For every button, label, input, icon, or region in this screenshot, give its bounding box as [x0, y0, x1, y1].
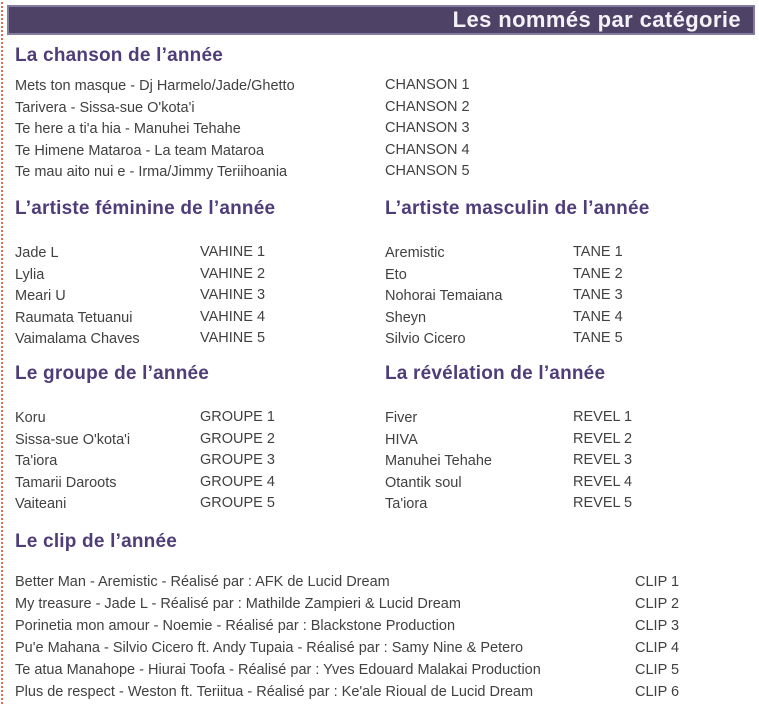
nominee-code: REVEL 4: [573, 473, 633, 490]
nominee-code: CLIP 2: [635, 596, 680, 612]
nominee-name: Tamarii Daroots: [15, 474, 117, 491]
nominee-name: Koru: [15, 410, 46, 426]
nominee-name: Sissa-sue O'kota'i: [15, 431, 131, 448]
nominee-name: Meari U: [15, 288, 66, 304]
nominee-code: CHANSON 2: [385, 98, 470, 115]
nominee-name: Better Man - Aremistic - Réalisé par : AFK de Lucid Dream: [15, 574, 390, 590]
nominee-code: TANE 4: [573, 308, 623, 325]
artiste-feminine-list: [15, 242, 377, 350]
nominee-row: [15, 493, 377, 515]
nominee-name: Vaimalama Chaves: [15, 331, 140, 347]
nominee-row: [15, 75, 745, 97]
nominee-code: CLIP 3: [635, 618, 680, 634]
nominee-code: REVEL 3: [573, 452, 633, 468]
header-bar: [7, 5, 755, 35]
nominee-code: GROUPE 2: [200, 430, 275, 447]
nominee-row: [15, 659, 750, 681]
nominee-name: Te here a ti'a hia - Manuhei Tehahe: [15, 121, 241, 137]
nominee-row: [15, 593, 750, 615]
nominee-row: [385, 450, 755, 472]
section-heading-clip: Le clip de l’année: [15, 531, 177, 552]
nominee-row: [385, 285, 755, 307]
nominee-code: CHANSON 5: [385, 163, 470, 179]
nominee-row: [15, 140, 745, 162]
nominee-code: TANE 2: [573, 265, 623, 282]
nominee-code: CLIP 5: [635, 662, 680, 678]
nominee-code: GROUPE 3: [200, 452, 275, 468]
nominee-name: Te mau aito nui e - Irma/Jimmy Teriihoania: [15, 164, 288, 180]
clip-list: [15, 571, 750, 703]
chanson-list: [15, 75, 745, 183]
nominee-row: [15, 571, 750, 593]
section-heading-artiste-feminine: L’artiste féminine de l’année: [15, 198, 276, 219]
nominee-code: VAHINE 4: [200, 308, 266, 325]
nominee-name: Raumata Tetuanui: [15, 309, 133, 326]
nominee-row: [385, 472, 755, 494]
nominee-row: [15, 615, 750, 637]
nominee-code: GROUPE 1: [200, 409, 275, 425]
nominee-name: Aremistic: [385, 245, 445, 261]
nominee-row: [385, 307, 755, 329]
nominee-row: [15, 264, 377, 286]
nominee-name: Silvio Cicero: [385, 331, 466, 347]
section-heading-revelation: La révélation de l’année: [385, 363, 606, 384]
nominee-code: CHANSON 4: [385, 141, 470, 158]
nominee-code: CLIP 6: [635, 684, 680, 700]
nominee-name: Vaiteani: [15, 496, 67, 512]
nominee-name: Eto: [385, 266, 407, 283]
nominee-row: [15, 161, 745, 183]
revelation-list: [385, 407, 755, 515]
nominee-name: Mets ton masque - Dj Harmelo/Jade/Ghetto: [15, 78, 295, 94]
nominee-row: [385, 429, 755, 451]
nominee-code: VAHINE 5: [200, 330, 266, 346]
nominee-row: [15, 450, 377, 472]
nominee-code: VAHINE 2: [200, 265, 266, 282]
nominee-name: Otantik soul: [385, 474, 462, 491]
nominee-code: CLIP 4: [635, 640, 680, 656]
nominee-code: CLIP 1: [635, 574, 680, 590]
nominee-row: [15, 429, 377, 451]
nominee-code: REVEL 2: [573, 430, 633, 447]
groupe-list: [15, 407, 377, 515]
nominee-name: HIVA: [385, 431, 418, 448]
nominee-name: My treasure - Jade L - Réalisé par : Mathilde Zampieri & Lucid Dream: [15, 596, 461, 612]
nominee-row: [385, 493, 755, 515]
nominee-row: [15, 118, 745, 140]
nominee-code: GROUPE 4: [200, 473, 275, 490]
nominee-name: Nohorai Temaiana: [385, 288, 503, 304]
nominee-row: [15, 472, 377, 494]
dotted-border-left: [1, 2, 3, 704]
nominee-name: Porinetia mon amour - Noemie - Réalisé par : Blackstone Production: [15, 618, 456, 634]
nominee-name: Plus de respect - Weston ft. Teriitua - Réalisé par : Ke'ale Rioual de Lucid Dream: [15, 684, 534, 700]
section-heading-artiste-masculin: L’artiste masculin de l’année: [385, 198, 650, 219]
page-title: Les nommés par catégorie: [452, 7, 741, 32]
nominee-name: Ta'iora: [15, 453, 58, 469]
nominee-name: Ta'iora: [385, 496, 428, 512]
nominee-name: Tarivera - Sissa-sue O'kota'i: [15, 99, 195, 116]
nominee-code: TANE 5: [573, 330, 623, 346]
nominee-name: Te atua Manahope - Hiurai Toofa - Réalisé par : Yves Edouard Malakai Production: [15, 662, 541, 678]
nominee-row: [385, 264, 755, 286]
nominee-name: Jade L: [15, 245, 59, 261]
nominee-name: Te Himene Mataroa - La team Mataroa: [15, 142, 265, 159]
artiste-masculin-list: [385, 242, 755, 350]
nominee-row: [15, 307, 377, 329]
nominee-name: Pu'e Mahana - Silvio Cicero ft. Andy Tupaia - Réalisé par : Samy Nine & Petero: [15, 640, 524, 656]
nominee-row: [385, 242, 755, 264]
nominee-name: Lylia: [15, 266, 45, 283]
nominee-name: Sheyn: [385, 309, 427, 326]
nominee-row: [15, 97, 745, 119]
nominee-code: VAHINE 3: [200, 287, 266, 303]
section-heading-chanson: La chanson de l’année: [15, 45, 223, 66]
nominee-row: [15, 637, 750, 659]
nominee-row: [15, 242, 377, 264]
nominee-code: TANE 3: [573, 287, 623, 303]
nominee-code: CHANSON 3: [385, 120, 470, 136]
nominee-row: [15, 285, 377, 307]
nominee-row: [15, 328, 377, 350]
nominee-code: GROUPE 5: [200, 495, 275, 511]
nominee-code: VAHINE 1: [200, 244, 266, 260]
nominee-code: REVEL 5: [573, 495, 633, 511]
nominee-code: TANE 1: [573, 244, 623, 260]
nominee-row: [385, 328, 755, 350]
nominee-code: REVEL 1: [573, 409, 633, 425]
nominee-name: Fiver: [385, 410, 418, 426]
nominee-row: [15, 681, 750, 703]
nominee-row: [15, 407, 377, 429]
nominee-code: CHANSON 1: [385, 77, 470, 93]
nominee-row: [385, 407, 755, 429]
section-heading-groupe: Le groupe de l’année: [15, 363, 210, 384]
nominee-name: Manuhei Tehahe: [385, 453, 492, 469]
